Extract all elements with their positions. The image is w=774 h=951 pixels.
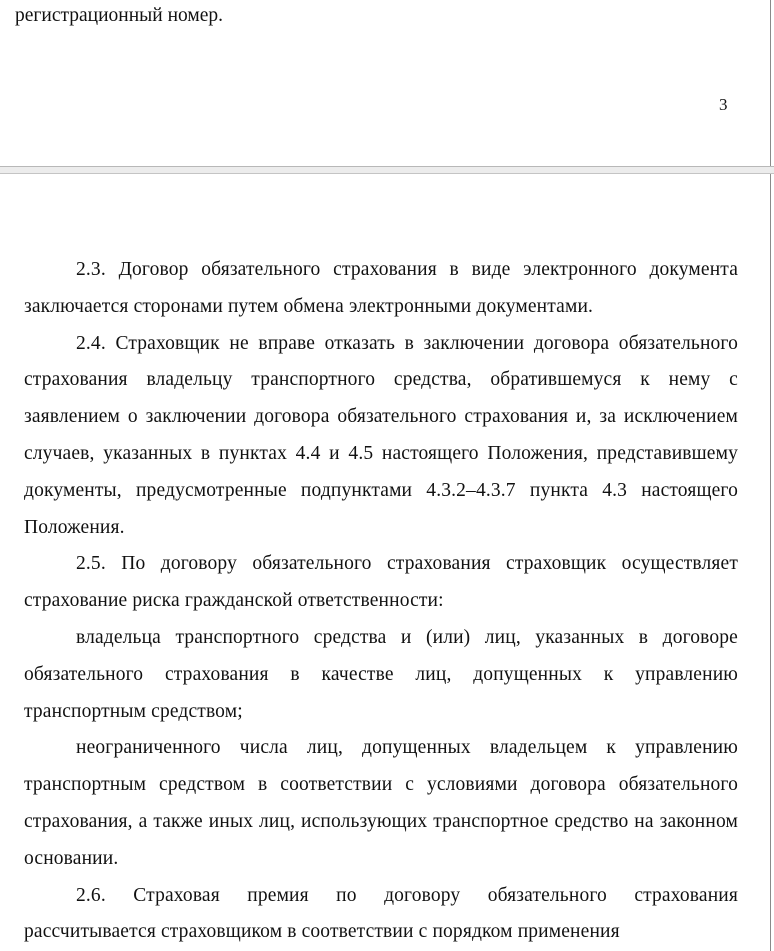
paragraph-2-4: 2.4. Страховщик не вправе отказать в заключении договора обязательного страхования владельцу транспортного средства, обратившемуся к нему с заявлением о заключении договора обязательного страхования и, за исключением случаев, указанных в пунктах 4.4 и 4.5 настоящего Положения, представившему документы, предусмотренные подпунктами 4.3.2–4.3.7 пункта 4.3 настоящего Положения. <box>24 332 738 538</box>
document-text <box>24 252 738 951</box>
paragraph-2-5-item-2: неограниченного числа лиц, допущенных владельцем к управлению транспортным средством в соответствии с условиями договора обязательного страхования, а также иных лиц, использующих транспортное средство на законном основании. <box>24 737 738 869</box>
page-edge <box>770 174 771 951</box>
previous-page-last-line: регистрационный номер. <box>15 5 223 26</box>
paragraph-2-6: 2.6. Страховая премия по договору обязательного страхования рассчитывается страховщиком в соответствии с порядком применения <box>24 884 738 943</box>
paragraph-2-5: 2.5. По договору обязательного страхования страховщик осуществляет страхование риска гражданской ответственности: <box>24 553 738 612</box>
paragraph-2-5-item-1: владельца транспортного средства и (или) лиц, указанных в договоре обязательного страхования в качестве лиц, допущенных к управлению транспортным средством; <box>24 626 738 722</box>
page-edge <box>770 0 771 166</box>
paragraph-2-3: 2.3. Договор обязательного страхования в виде электронного документа заключается сторонами путем обмена электронными документами. <box>24 259 738 317</box>
page-number: 3 <box>719 95 728 114</box>
previous-page-bottom <box>0 0 774 166</box>
page-separator <box>0 166 774 174</box>
